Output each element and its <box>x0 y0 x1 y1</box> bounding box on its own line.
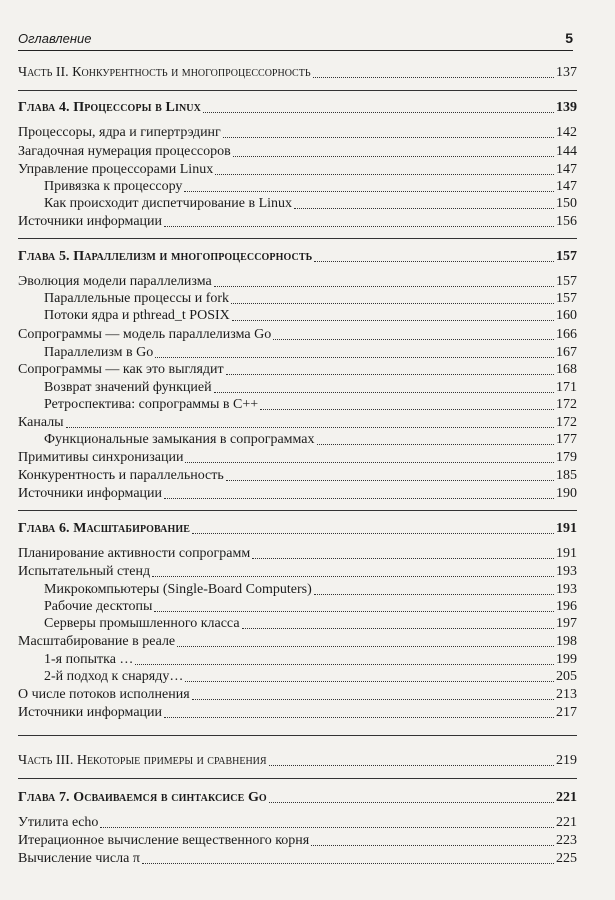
toc-entry-title: Часть III. Некоторые примеры и сравнения <box>18 753 267 768</box>
toc-entry-title: Источники информации <box>18 705 163 720</box>
toc-page-number: 157 <box>556 274 577 289</box>
toc-entry-title: Процессоры, ядра и гипертрэдинг <box>18 125 221 140</box>
toc-entry-title: Сопрограммы — модель параллелизма Go <box>18 327 272 342</box>
toc-page-number: 179 <box>556 450 577 465</box>
dot-leader <box>192 533 554 534</box>
toc-page-number: 167 <box>556 345 577 360</box>
toc-page-number: 191 <box>556 521 577 536</box>
dot-leader <box>214 392 554 393</box>
divider-line <box>18 510 577 511</box>
toc-entry-title: Каналы <box>18 415 64 430</box>
toc-entry-title: Сопрограммы — как это выглядит <box>18 362 224 377</box>
toc-entry-title: Рабочие десктопы <box>44 599 153 614</box>
toc-subentry[interactable] <box>18 380 577 396</box>
toc-entry-title: Потоки ядра и pthread_t POSIX <box>44 308 230 323</box>
toc-subentry[interactable] <box>18 179 577 195</box>
toc-entry[interactable] <box>18 125 577 141</box>
toc-entry-title: Глава 5. Параллелизм и многопроцессорность <box>18 249 313 264</box>
dot-leader <box>164 498 554 499</box>
toc-entry[interactable] <box>18 162 577 178</box>
divider-line <box>18 735 577 736</box>
dot-leader <box>177 646 554 647</box>
toc-entry-title: Итерационное вычисление вещественного корня <box>18 833 310 848</box>
toc-page-number: 219 <box>556 753 577 768</box>
toc-page-number: 205 <box>556 669 577 684</box>
toc-entry[interactable] <box>18 634 577 650</box>
toc-entry[interactable] <box>18 851 577 867</box>
toc-page-number: 172 <box>556 415 577 430</box>
toc-entry-title: Возврат значений функцией <box>44 380 212 395</box>
toc-entry-title: Серверы промышленного класса <box>44 616 240 631</box>
toc-page-number: 221 <box>556 815 577 830</box>
toc-page-number: 157 <box>556 249 577 264</box>
toc-entry-title: Глава 6. Масштабирование <box>18 521 190 536</box>
toc-page-number: 168 <box>556 362 577 377</box>
dot-leader <box>294 208 554 209</box>
toc-subentry[interactable] <box>18 616 577 632</box>
toc-page-number: 198 <box>556 634 577 649</box>
divider-line <box>18 90 577 91</box>
toc-page-number: 193 <box>556 564 577 579</box>
toc-page-number: 157 <box>556 291 577 306</box>
toc-page-number: 225 <box>556 851 577 866</box>
dot-leader <box>313 77 554 78</box>
divider-line <box>18 238 577 239</box>
toc-entry[interactable] <box>18 687 577 703</box>
toc-subentry[interactable] <box>18 291 577 307</box>
toc-page-number: 177 <box>556 432 577 447</box>
toc-entry-title: Микрокомпьютеры (Single-Board Computers) <box>44 582 312 597</box>
toc-page-number: 150 <box>556 196 577 211</box>
toc-entry-title: 1-я попытка … <box>44 652 134 667</box>
toc-entry-title: Привязка к процессору <box>44 179 183 194</box>
toc-entry-title: Загадочная нумерация процессоров <box>18 144 231 159</box>
toc-page-number: 147 <box>556 162 577 177</box>
dot-leader <box>226 374 554 375</box>
toc-subentry[interactable] <box>18 582 577 598</box>
dot-leader <box>66 427 554 428</box>
dot-leader <box>273 339 554 340</box>
dot-leader <box>314 594 554 595</box>
toc-subentry[interactable] <box>18 432 577 448</box>
toc-entry[interactable] <box>18 546 577 562</box>
toc-entry-title: Глава 7. Осваиваемся в синтаксисе Go <box>18 790 267 805</box>
toc-entry-title: Планирование активности сопрограмм <box>18 546 251 561</box>
dot-leader <box>233 156 554 157</box>
dot-leader <box>242 628 554 629</box>
dot-leader <box>226 480 554 481</box>
toc-page-number: 223 <box>556 833 577 848</box>
dot-leader <box>100 827 554 828</box>
toc-page-number: 147 <box>556 179 577 194</box>
dot-leader <box>314 261 554 262</box>
toc-entry-title: О числе потоков исполнения <box>18 687 190 702</box>
dot-leader <box>203 112 554 113</box>
dot-leader <box>269 802 554 803</box>
toc-page-number: 172 <box>556 397 577 412</box>
toc-subentry[interactable] <box>18 669 577 685</box>
toc-entry-title: Функциональные замыкания в сопрограммах <box>44 432 315 447</box>
dot-leader <box>223 137 554 138</box>
toc-entry-title: Источники информации <box>18 486 163 501</box>
toc-page-number: 213 <box>556 687 577 702</box>
dot-leader <box>185 681 554 682</box>
toc-subentry[interactable] <box>18 308 577 324</box>
dot-leader <box>185 462 554 463</box>
dot-leader <box>252 558 554 559</box>
toc-entry[interactable] <box>18 450 577 466</box>
dot-leader <box>269 765 554 766</box>
toc-page-number: 193 <box>556 582 577 597</box>
toc-entry[interactable] <box>18 327 577 343</box>
toc-entry-title: Утилита echo <box>18 815 99 830</box>
toc-entry-title: 2-й подход к снаряду… <box>44 669 184 684</box>
dot-leader <box>215 174 554 175</box>
dot-leader <box>311 845 554 846</box>
toc-page-number: 160 <box>556 308 577 323</box>
toc-page-number: 190 <box>556 486 577 501</box>
toc-subentry[interactable] <box>18 652 577 668</box>
toc-entry[interactable] <box>18 833 577 849</box>
toc-entry-title: Вычисление числа π <box>18 851 140 866</box>
toc-entry[interactable] <box>18 144 577 160</box>
toc-page-number: 185 <box>556 468 577 483</box>
toc-page-number: 137 <box>556 65 577 80</box>
toc-entry[interactable] <box>18 815 577 831</box>
dot-leader <box>154 611 554 612</box>
toc-chapter-6[interactable] <box>18 521 577 537</box>
toc-entry-title: Часть II. Конкурентность и многопроцессорность <box>18 65 311 80</box>
toc-chapter-7[interactable] <box>18 790 577 806</box>
running-header <box>18 30 573 51</box>
toc-page-number: 144 <box>556 144 577 159</box>
dot-leader <box>164 226 554 227</box>
toc-entry[interactable] <box>18 486 577 502</box>
header-title: Оглавление <box>18 31 92 46</box>
toc-part-3[interactable] <box>18 753 577 769</box>
toc-entry-title: Ретроспектива: сопрограммы в C++ <box>44 397 259 412</box>
dot-leader <box>260 409 554 410</box>
dot-leader <box>232 320 554 321</box>
toc-page-number: 171 <box>556 380 577 395</box>
dot-leader <box>214 286 554 287</box>
toc-page-number: 191 <box>556 546 577 561</box>
dot-leader <box>192 699 554 700</box>
header-page-number: 5 <box>565 30 573 46</box>
toc-subentry[interactable] <box>18 397 577 413</box>
toc-entry-title: Параллельные процессы и fork <box>44 291 230 306</box>
dot-leader <box>231 303 554 304</box>
toc-page-number: 196 <box>556 599 577 614</box>
toc-page-number: 217 <box>556 705 577 720</box>
toc-entry-title: Глава 4. Процессоры в Linux <box>18 100 201 115</box>
toc-entry[interactable] <box>18 274 577 290</box>
toc-entry[interactable] <box>18 415 577 431</box>
toc-page-number: 199 <box>556 652 577 667</box>
toc-chapter-5[interactable] <box>18 249 577 265</box>
toc-entry-title: Эволюция модели параллелизма <box>18 274 212 289</box>
toc-page-number: 197 <box>556 616 577 631</box>
toc-page-number: 221 <box>556 790 577 805</box>
toc-subentry[interactable] <box>18 196 577 212</box>
toc-subentry[interactable] <box>18 599 577 615</box>
toc-page-number: 139 <box>556 100 577 115</box>
toc-entry-title: Масштабирование в реале <box>18 634 176 649</box>
toc-entry[interactable] <box>18 214 577 230</box>
toc-entry-title: Управление процессорами Linux <box>18 162 214 177</box>
toc-entry[interactable] <box>18 468 577 484</box>
toc-page-number: 156 <box>556 214 577 229</box>
dot-leader <box>155 357 554 358</box>
dot-leader <box>142 863 554 864</box>
toc-part-2[interactable] <box>18 65 577 81</box>
dot-leader <box>164 717 554 718</box>
toc-entry-title: Как происходит диспетчирование в Linux <box>44 196 293 211</box>
toc-page-number: 166 <box>556 327 577 342</box>
toc-entry[interactable] <box>18 362 577 378</box>
toc-entry-title: Параллелизм в Go <box>44 345 154 360</box>
dot-leader <box>317 444 555 445</box>
dot-leader <box>135 664 554 665</box>
dot-leader <box>152 576 554 577</box>
dot-leader <box>184 191 554 192</box>
toc-chapter-4[interactable] <box>18 100 577 116</box>
toc-entry[interactable] <box>18 705 577 721</box>
toc-entry[interactable] <box>18 564 577 580</box>
toc-page-number: 142 <box>556 125 577 140</box>
divider-line <box>18 778 577 779</box>
toc-entry-title: Испытательный стенд <box>18 564 151 579</box>
toc-entry-title: Источники информации <box>18 214 163 229</box>
toc-entry-title: Примитивы синхронизации <box>18 450 184 465</box>
toc-entry-title: Конкурентность и параллельность <box>18 468 224 483</box>
toc-subentry[interactable] <box>18 345 577 361</box>
